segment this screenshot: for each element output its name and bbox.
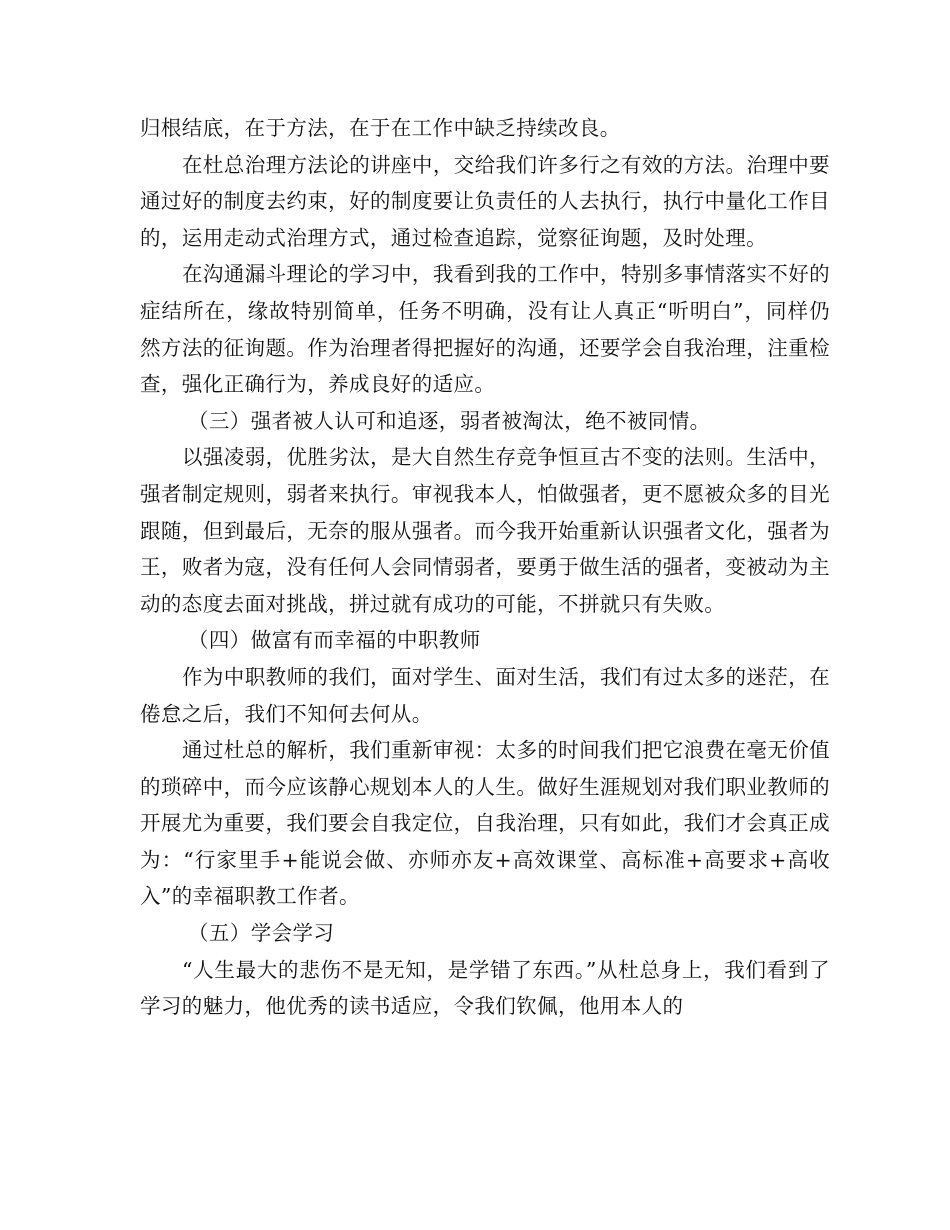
section-heading-5: （五）学会学习 bbox=[188, 921, 335, 946]
paragraph-career-planning: 通过杜总的解析，我们重新审视：太多的时间我们把它浪费在毫无价值的琐碎中，而今应该静心规划本人的人生。做好生涯规划对我们职业教师的开展尤为重要，我们要会自我定位，自我治理，只有如此，我们才会真正成为：“行家里手+能说会做、亦师亦友+高效课堂、高标准+高要求+高收入”的幸福职教工作者。 bbox=[140, 738, 830, 909]
section-heading-4: （四）做富有而幸福的中职教师 bbox=[188, 628, 481, 653]
paragraph-continuation: 归根结底，在于方法，在于在工作中缺乏持续改良。 bbox=[140, 116, 621, 140]
paragraph-strong-and-weak: 以强凌弱，优胜劣汰，是大自然生存竞争恒亘古不变的法则。生活中，强者制定规则，弱者来执行。审视我本人，怕做强者，更不愿被众多的目光跟随，但到最后，无奈的服从强者。而今我开始重新认识强者文化，强者为王，败者为寇，没有任何人会同情弱者，要勇于做生活的强者，变被动为主动的态度去面对挑战，拼过就有成功的可能，不拼就只有失败。 bbox=[140, 445, 830, 616]
paragraph-communication-funnel: 在沟通漏斗理论的学习中，我看到我的工作中，特别多事情落实不好的症结所在，缘故特别简单，任务不明确，没有让人真正“听明白”，同样仍然方法的征询题。作为治理者得把握好的沟通，还要学会自我治理，注重检查，强化正确行为，养成良好的适应。 bbox=[140, 262, 830, 397]
document-body bbox=[140, 110, 830, 1025]
section-heading-3: （三）强者被人认可和追逐，弱者被淘汰，绝不被同情。 bbox=[188, 408, 711, 433]
paragraph-management-methods: 在杜总治理方法论的讲座中，交给我们许多行之有效的方法。治理中要通过好的制度去约束，好的制度要让负责任的人去执行，执行中量化工作目的，运用走动式治理方式，通过检查追踪，觉察征询题，及时处理。 bbox=[140, 152, 830, 250]
paragraph-learning: “人生最大的悲伤不是无知，是学错了东西。”从杜总身上，我们看到了学习的魅力，他优秀的读书适应，令我们钦佩，他用本人的 bbox=[140, 957, 830, 1019]
paragraph-teacher-confusion: 作为中职教师的我们，面对学生、面对生活，我们有过太多的迷茫，在倦怠之后，我们不知何去何从。 bbox=[140, 664, 830, 726]
